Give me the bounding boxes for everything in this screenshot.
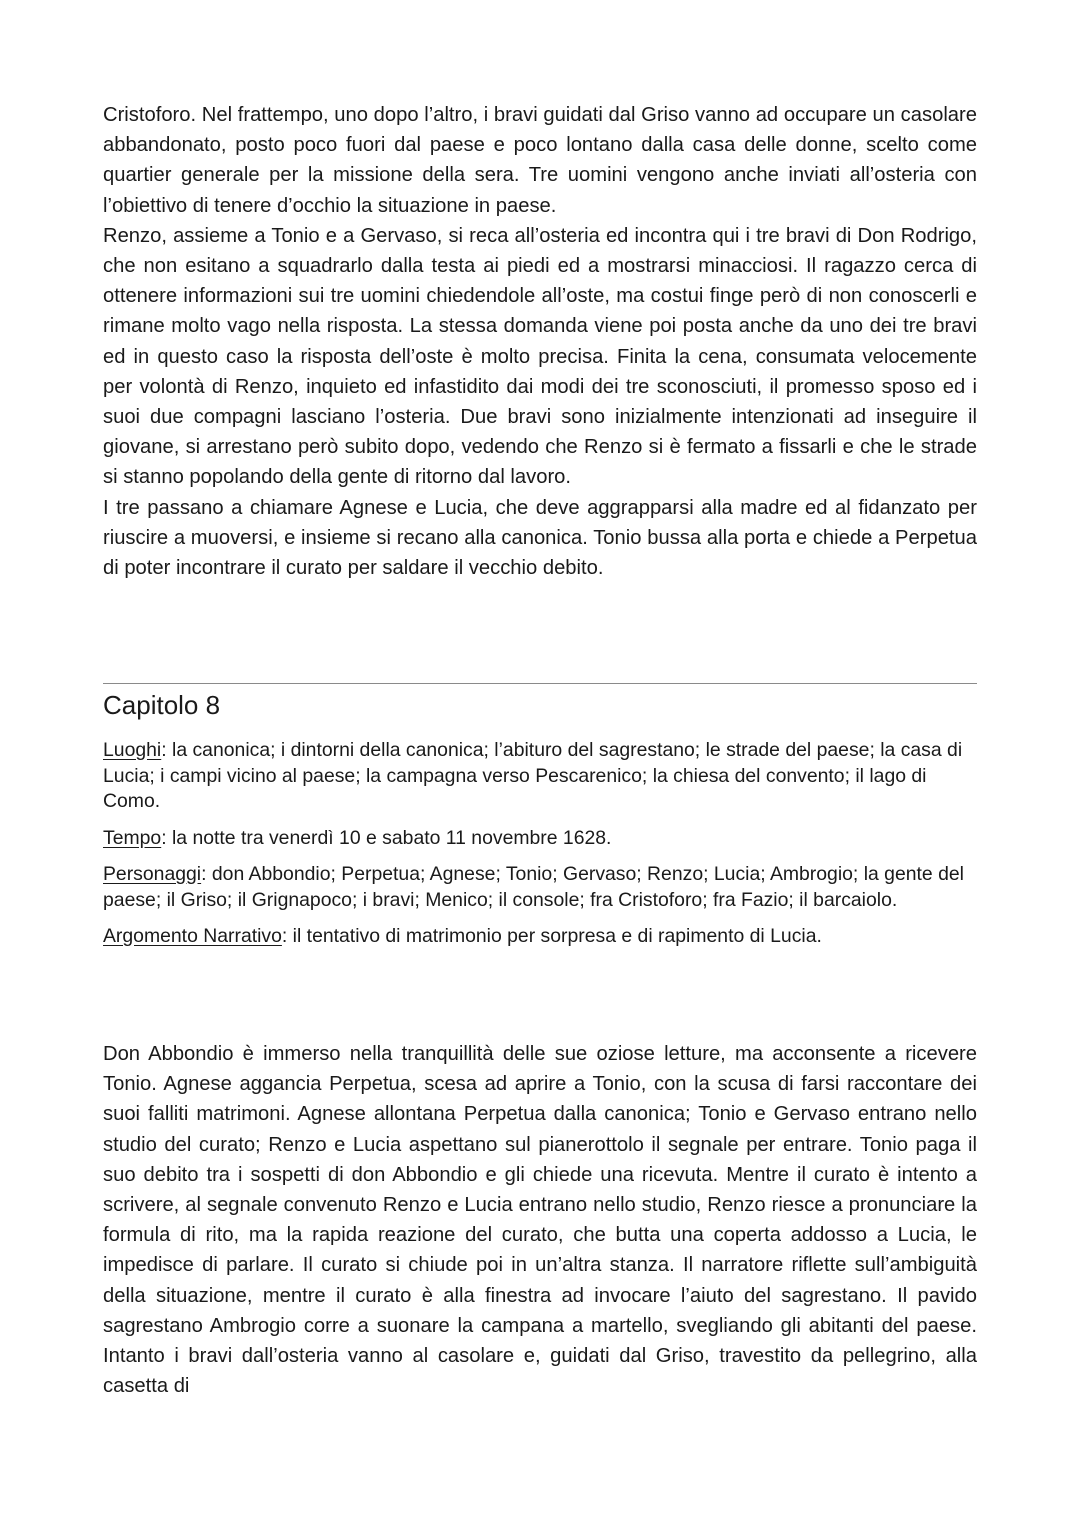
meta-label: Argomento Narrativo [103,925,282,947]
meta-personaggi [103,862,977,913]
meta-label: Luoghi [103,739,162,761]
meta-tempo [103,826,977,852]
intro-paragraph-2: Renzo, assieme a Tonio e a Gervaso, si reca all’osteria ed incontra qui i tre bravi di Don Rodrigo, che non esitano a squadrarlo dalla testa ai piedi ed a mostrarsi minacciosi. Il ragazzo cerca di ottenere informazioni sui tre uomini chiedendole all’oste, ma costui finge però di non conoscerli e rimane molto vago nella risposta. La stessa domanda viene poi posta anche da uno dei tre bravi ed in questo caso la risposta dell’oste è molto precisa. Finita la cena, consumata velocemente per volontà di Renzo, inquieto ed infastidito dai modi dei tre sconosciuti, il promesso sposo ed i suoi due compagni lasciano l’osteria. Due bravi sono inizialmente intenzionati ad inseguire il giovane, si arrestano però subito dopo, vedendo che Renzo si è fermato a fissarli e che le strade si stanno popolando della gente di ritorno dal lavoro. [103,224,977,489]
intro-text [103,100,977,583]
meta-value: : il tentativo di matrimonio per sorpresa e di rapimento di Lucia. [281,925,822,947]
meta-argomento [103,924,977,950]
meta-value: : la notte tra venerdì 10 e sabato 11 novembre 1628. [161,826,612,849]
intro-paragraph-1: Cristoforo. Nel frattempo, uno dopo l’altro, i bravi guidati dal Griso vanno ad occupare un casolare abbandonato, posto poco fuori dal paese e poco lontano dalla casa delle donne, scelto come quartier generale per la missione della sera. Tre uomini vengono anche inviati all’osteria con l’obiettivo di tenere d’occhio la situazione in paese. [103,104,977,217]
summary-paragraph: Don Abbondio è immerso nella tranquillità delle sue oziose letture, ma acconsente a ricevere Tonio. Agnese aggancia Perpetua, scesa ad aprire a Tonio, con la scusa di farsi raccontare dei suoi falliti matrimoni. Agnese allontana Perpetua dalla canonica; Tonio e Gervaso entrano nello studio del curato; Renzo e Lucia aspettano sul pianerottolo il segnale per entrare. Tonio paga il suo debito tra i sospetti di don Abbondio e gli chiede una ricevuta. Mentre il curato è intento a scrivere, al segnale convenuto Renzo e Lucia entrano nello studio, Renzo riesce a pronunciare la formula di rito, ma la rapida reazione del curato, che butta una coperta addosso a Lucia, le impedisce di parlare. Il curato si chiude poi in un’altra stanza. Il narratore riflette sull’ambiguità della situazione, mentre il curato è alla finestra ad invocare l’aiuto del sagrestano. Il pavido sagrestano Ambrogio corre a suonare la campana a martello, svegliando gli abitanti del paese. Intanto i bravi dall’osteria vanno al casolare e, guidati dal Griso, travestito da pellegrino, alla casetta di [103,1043,977,1398]
chapter-metadata [103,738,977,961]
chapter-title: Capitolo 8 [103,690,221,720]
chapter-summary [103,1039,977,1401]
meta-value: : don Abbondio; Perpetua; Agnese; Tonio; Gervaso; Renzo; Lucia; Ambrogio; la gente del paese; il Griso; il Grignapoco; i bravi; Menico; il console; fra Cristoforo; fra Fazio; il barcaiolo. [103,863,964,911]
section-divider [103,683,977,684]
meta-label: Tempo [103,826,162,849]
meta-value: : la canonica; i dintorni della canonica; l’abituro del sagrestano; le strade del paese; la casa di Lucia; i campi vicino al paese; la campagna verso Pescarenico; la chiesa del convento; il lago di Como. [103,739,963,812]
intro-paragraph-3: I tre passano a chiamare Agnese e Lucia, che deve aggrapparsi alla madre ed al fidanzato per riuscire a muoversi, e insieme si recano alla canonica. Tonio bussa alla porta e chiede a Perpetua di poter incontrare il curato per saldare il vecchio debito. [103,496,977,580]
meta-luoghi [103,738,977,815]
meta-label: Personaggi [103,863,202,885]
